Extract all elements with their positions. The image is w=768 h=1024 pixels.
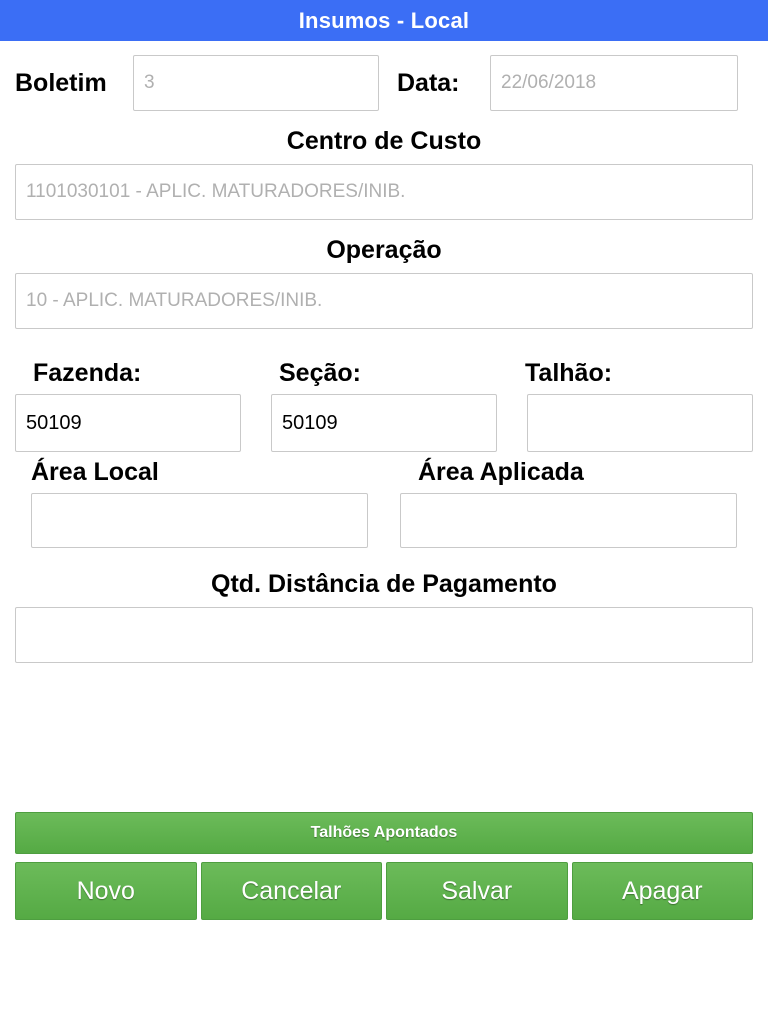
- apagar-button[interactable]: Apagar: [572, 862, 754, 920]
- operacao-input[interactable]: 10 - APLIC. MATURADORES/INIB.: [15, 273, 753, 329]
- operacao-label: Operação: [326, 236, 442, 264]
- fazenda-secao-talhao-labels: [15, 359, 753, 388]
- area-local-label: Área Local: [31, 458, 159, 486]
- area-labels: [15, 458, 753, 487]
- area-fields: [15, 493, 753, 548]
- button-bar: [0, 812, 768, 938]
- cancelar-button[interactable]: Cancelar: [201, 862, 383, 920]
- area-aplicada-label: Área Aplicada: [418, 458, 584, 486]
- form-content: [0, 41, 768, 812]
- salvar-button[interactable]: Salvar: [386, 862, 568, 920]
- qtd-distancia-input[interactable]: [15, 607, 753, 663]
- fazenda-secao-talhao-fields: [15, 394, 753, 452]
- novo-button[interactable]: Novo: [15, 862, 197, 920]
- page-title: Insumos - Local: [298, 7, 470, 33]
- qtd-distancia-label: Qtd. Distância de Pagamento: [211, 570, 557, 598]
- fazenda-input[interactable]: 50109: [15, 394, 241, 452]
- boletim-label: Boletim: [15, 68, 107, 97]
- secao-label: Seção:: [279, 359, 361, 387]
- centro-de-custo-label: Centro de Custo: [286, 127, 482, 155]
- area-aplicada-input[interactable]: [400, 493, 737, 548]
- centro-de-custo-input[interactable]: 1101030101 - APLIC. MATURADORES/INIB.: [15, 164, 753, 220]
- area-local-input[interactable]: [31, 493, 368, 548]
- secao-input[interactable]: 50109: [271, 394, 497, 452]
- talhao-input[interactable]: [527, 394, 753, 452]
- talhao-label: Talhão:: [525, 359, 613, 387]
- boletim-data-row: [15, 55, 753, 111]
- title-bar: [0, 0, 768, 41]
- data-input[interactable]: 22/06/2018: [490, 55, 738, 111]
- fazenda-label: Fazenda:: [33, 359, 142, 387]
- data-label: Data:: [397, 68, 460, 97]
- boletim-input[interactable]: 3: [133, 55, 379, 111]
- action-buttons-row: [15, 862, 753, 920]
- bottom-spacer: [0, 938, 768, 1024]
- talhoes-apontados-button[interactable]: Talhões Apontados: [15, 812, 753, 854]
